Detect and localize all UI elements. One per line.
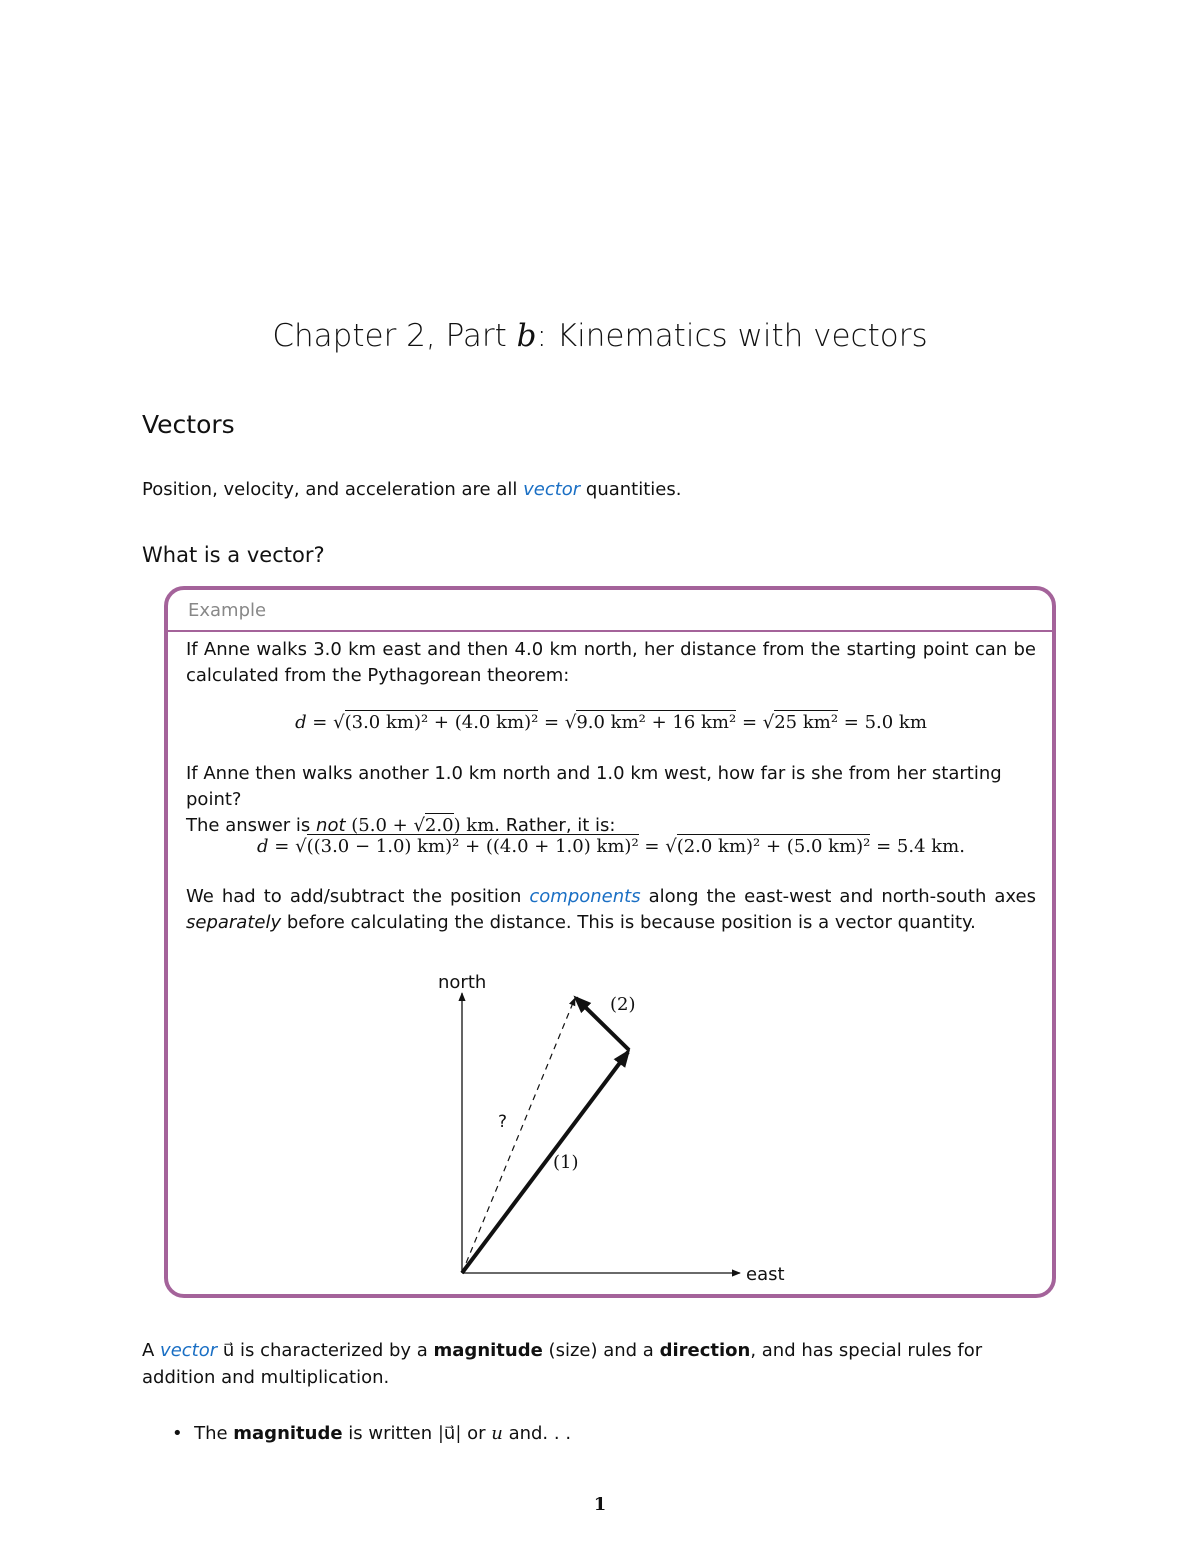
vector-definition-link[interactable]: vector [160, 1340, 218, 1361]
equation-2: d = √((3.0 − 1.0) km)² + ((4.0 + 1.0) km)² = √(2.0 km)² + (5.0 km)² = 5.4 km. [257, 836, 965, 857]
bullet-dot: • [172, 1423, 183, 1444]
subsection-heading: What is a vector? [142, 543, 325, 567]
resultant-vector [462, 998, 575, 1273]
list-item: • The magnitude is written |u⃗| or u and. . . [172, 1423, 572, 1444]
label-1: (1) [553, 1152, 579, 1173]
label-2: (2) [610, 994, 636, 1015]
vector-1 [462, 1052, 628, 1273]
east-label: east [746, 1264, 785, 1285]
north-label: north [438, 972, 487, 993]
intro-paragraph: Position, velocity, and acceleration are all vector quantities. [142, 479, 682, 500]
equation-1: d = √(3.0 km)² + (4.0 km)² = √9.0 km² + 16 km² = √25 km² = 5.0 km [295, 712, 927, 733]
vector-definition: A vector u⃗ is characterized by a magnitude (size) and a direction, and has special rules for addition and multiplication. [142, 1340, 983, 1388]
example-paragraph-2: If Anne then walks another 1.0 km north and 1.0 km west, how far is she from her starting point? The answer is not (5.0 + √2.0) km. Rather, it is: [186, 763, 1002, 836]
components-link[interactable]: components [529, 886, 641, 907]
question-label: ? [498, 1112, 508, 1132]
section-heading: Vectors [142, 410, 235, 439]
vector-link[interactable]: vector [523, 479, 581, 500]
example-paragraph-1: If Anne walks 3.0 km east and then 4.0 km north, her distance from the starting point can be calculated from the Pythagorean theorem: [186, 639, 1036, 686]
page-title: Chapter 2, Part b: Kinematics with vectors [272, 318, 928, 354]
page-number: 1 [593, 1494, 607, 1515]
example-paragraph-3: We had to add/subtract the position components along the east-west and north-south axes separately before calculating the distance. This is because position is a vector quantity. [186, 886, 1036, 933]
example-label: Example [168, 590, 1052, 632]
